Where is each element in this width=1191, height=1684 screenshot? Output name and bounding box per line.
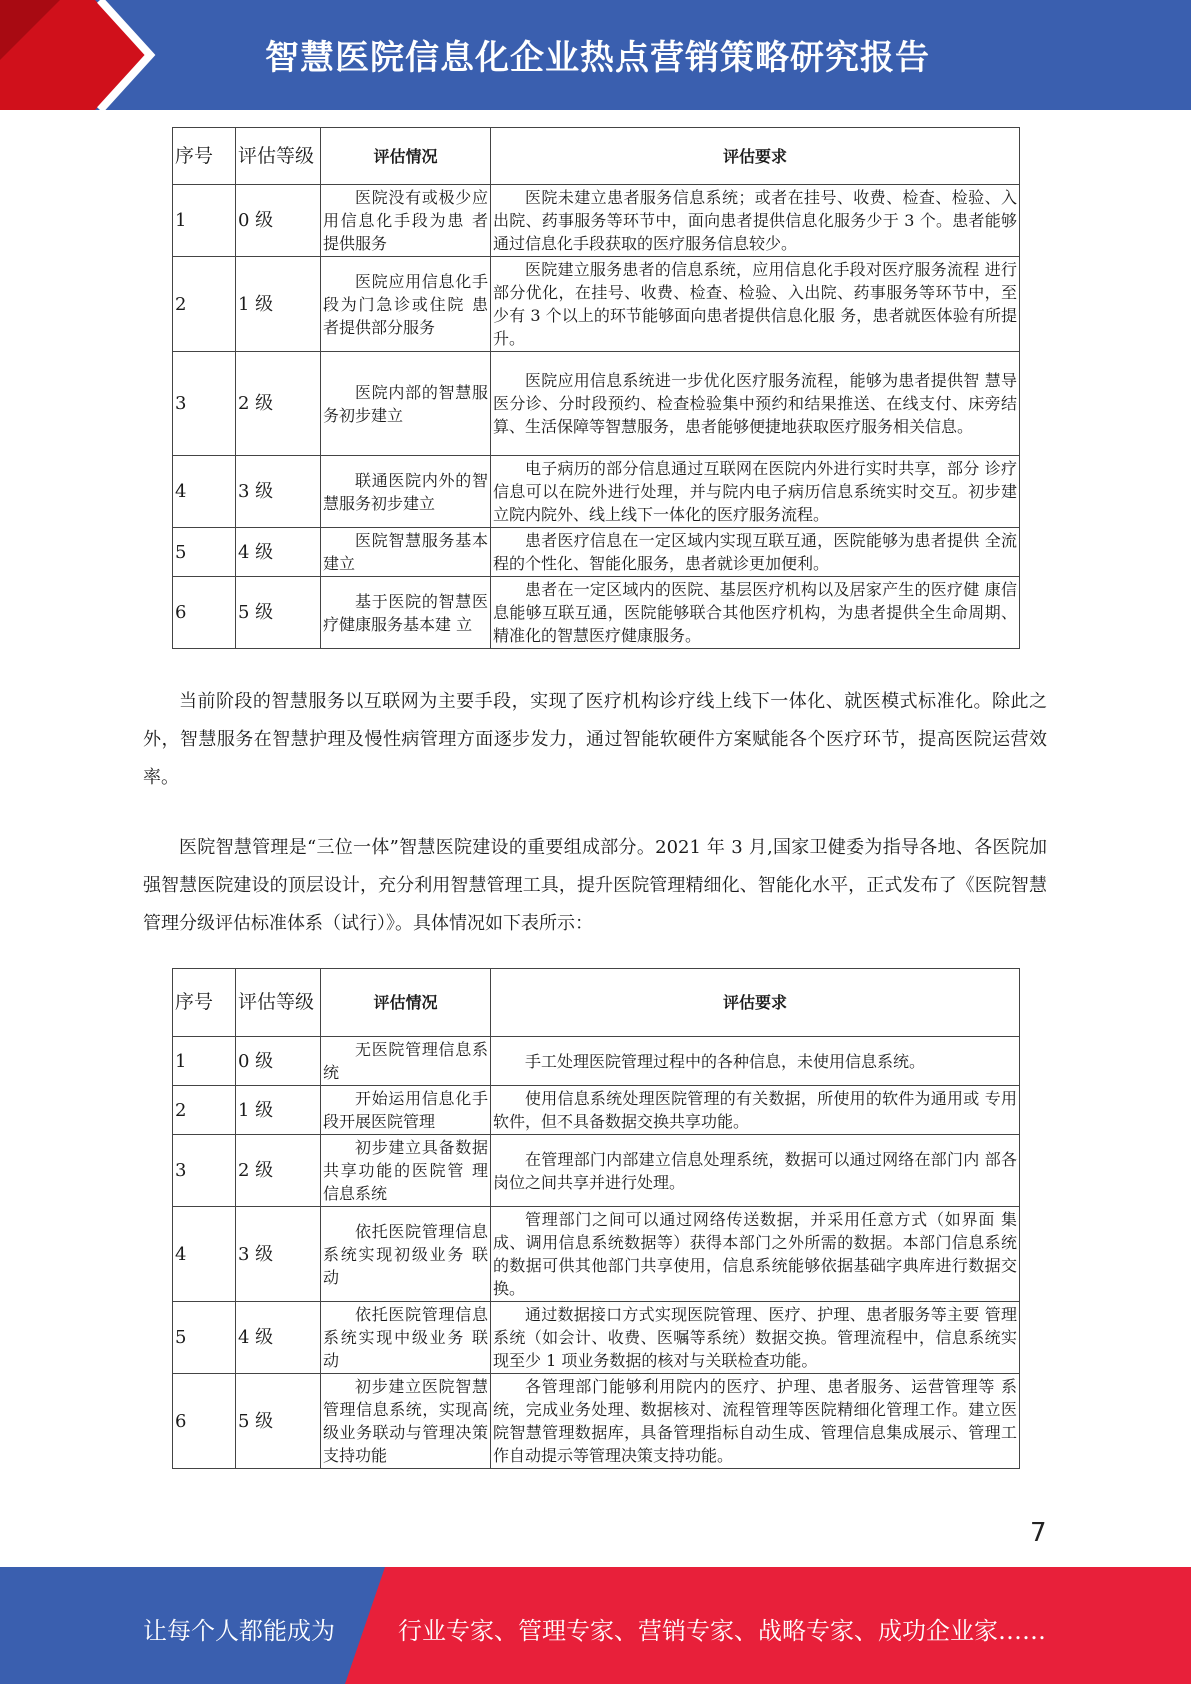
cell-level: 2 级 [236,1135,321,1207]
cell-requirement: 患者医疗信息在一定区域内实现互联互通，医院能够为患者提供 全流程的个性化、智能化服务，患者就诊更加便利。 [491,528,1020,577]
table-row [173,1135,1020,1207]
cell-level: 5 级 [236,1374,321,1469]
cell-requirement: 医院应用信息系统进一步优化医疗服务流程，能够为患者提供智 慧导医分诊、分时段预约、检查检验集中预约和结果推送、在线支付、床旁结算、生活保障等智慧服务，患者能够便捷地获取医疗服务相关信息。 [491,352,1020,456]
table-row [173,185,1020,257]
table-row [173,1302,1020,1374]
cell-status: 依托医院管理信息 系统实现初级业务 联动 [321,1207,491,1302]
table-row [173,1207,1020,1302]
service-assessment-table [172,127,1020,649]
cell-index: 3 [173,352,236,456]
cell-index: 1 [173,1037,236,1086]
header-cell-index: 序号 [173,128,236,185]
cell-index: 1 [173,185,236,257]
footer-slogan-lead: 让每个人都能成为 [143,1617,335,1645]
cell-level: 4 级 [236,1302,321,1374]
cell-status: 医院应用信息化手 段为门急诊或住院 患者提供部分服务 [321,257,491,352]
table-row [173,528,1020,577]
cell-level: 1 级 [236,257,321,352]
table-row [173,352,1020,456]
table-header-row [173,128,1020,185]
page-header [0,0,1191,110]
footer-slogan-roles: 行业专家、管理专家、营销专家、战略专家、成功企业家…… [398,1617,1046,1645]
cell-level: 2 级 [236,352,321,456]
cell-requirement: 通过数据接口方式实现医院管理、医疗、护理、患者服务等主要 管理系统（如会计、收费、医嘱等系统）数据交换。管理流程中，信息系统实现至少 1 项业务数据的核对与关联检查功能。 [491,1302,1020,1374]
table-row [173,456,1020,528]
header-cell-level: 评估等级 [236,969,321,1037]
cell-index: 2 [173,257,236,352]
table-row [173,257,1020,352]
cell-status: 开始运用信息化手 段开展医院管理 [321,1086,491,1135]
cell-status: 基于医院的智慧医 疗健康服务基本建 立 [321,577,491,649]
table-row [173,1086,1020,1135]
header-cell-status: 评估情况 [321,969,491,1037]
header-title: 智慧医院信息化企业热点营销策略研究报告 [265,38,930,78]
cell-level: 5 级 [236,577,321,649]
cell-level: 4 级 [236,528,321,577]
cell-index: 5 [173,528,236,577]
paragraph-smart-service: 当前阶段的智慧服务以互联网为主要手段，实现了医疗机构诊疗线上线下一体化、就医模式标准化。除此之外，智慧服务在智慧护理及慢性病管理方面逐步发力，通过智能软硬件方案赋能各个医疗环节，提高医院运营效率。 [143,691,1047,788]
header-cell-status: 评估情况 [321,128,491,185]
table-header-row [173,969,1020,1037]
cell-status: 初步建立具备数据 共享功能的医院管 理信息系统 [321,1135,491,1207]
cell-level: 3 级 [236,1207,321,1302]
table-row [173,1037,1020,1086]
cell-requirement: 患者在一定区域内的医院、基层医疗机构以及居家产生的医疗健 康信息能够互联互通，医院能够联合其他医疗机构，为患者提供全生命周期、精准化的智慧医疗健康服务。 [491,577,1020,649]
header-cell-requirement: 评估要求 [491,128,1020,185]
cell-status: 初步建立医院智慧 管理信息系统，实现高级业务联动与管理决策支持功能 [321,1374,491,1469]
cell-requirement: 电子病历的部分信息通过互联网在医院内外进行实时共享，部分 诊疗信息可以在院外进行处理，并与院内电子病历信息系统实时交互。初步建立院内院外、线上线下一体化的医疗服务流程。 [491,456,1020,528]
cell-requirement: 在管理部门内部建立信息处理系统，数据可以通过网络在部门内 部各岗位之间共享并进行处理。 [491,1135,1020,1207]
page-footer [0,1567,1191,1684]
cell-index: 4 [173,456,236,528]
cell-level: 0 级 [236,185,321,257]
cell-index: 6 [173,1374,236,1469]
cell-level: 1 级 [236,1086,321,1135]
cell-requirement: 手工处理医院管理过程中的各种信息，未使用信息系统。 [491,1037,1020,1086]
cell-index: 5 [173,1302,236,1374]
cell-requirement: 医院建立服务患者的信息系统，应用信息化手段对医疗服务流程 进行部分优化，在挂号、收费、检查、检验、入出院、药事服务等环节中，至少有 3 个以上的环节能够面向患者提供信息化服 务，患者就医体验有所提升。 [491,257,1020,352]
paragraph-smart-management: 医院智慧管理是“三位一体”智慧医院建设的重要组成部分。2021 年 3 月,国家卫健委为指导各地、各医院加强智慧医院建设的顶层设计，充分利用智慧管理工具，提升医院管理精细化、智能化水平，正式发布了《医院智慧管理分级评估标准体系（试行）》。具体情况如下表所示： [143,837,1047,934]
cell-index: 2 [173,1086,236,1135]
cell-status: 医院智慧服务基本 建立 [321,528,491,577]
cell-requirement: 各管理部门能够利用院内的医疗、护理、患者服务、运营管理等 系统，完成业务处理、数据核对、流程管理等医院精细化管理工作。建立医院智慧管理数据库，具备管理指标自动生成、管理信息集成展示、管理工作自动提示等管理决策支持功能。 [491,1374,1020,1469]
cell-requirement: 使用信息系统处理医院管理的有关数据，所使用的软件为通用或 专用软件，但不具备数据交换共享功能。 [491,1086,1020,1135]
cell-requirement: 管理部门之间可以通过网络传送数据，并采用任意方式（如界面 集成、调用信息系统数据等）获得本部门之外所需的数据。本部门信息系统的数据可供其他部门共享使用，信息系统能够依据基础字典库进行数据交换。 [491,1207,1020,1302]
cell-status: 依托医院管理信息 系统实现中级业务 联动 [321,1302,491,1374]
header-cell-index: 序号 [173,969,236,1037]
cell-status: 医院内部的智慧服 务初步建立 [321,352,491,456]
cell-status: 无医院管理信息系 统 [321,1037,491,1086]
header-cell-requirement: 评估要求 [491,969,1020,1037]
cell-index: 3 [173,1135,236,1207]
page-number: 7 [1030,1518,1047,1548]
cell-level: 0 级 [236,1037,321,1086]
cell-status: 医院没有或极少应 用信息化手段为患 者提供服务 [321,185,491,257]
cell-index: 6 [173,577,236,649]
table-row [173,577,1020,649]
cell-index: 4 [173,1207,236,1302]
header-cell-level: 评估等级 [236,128,321,185]
cell-level: 3 级 [236,456,321,528]
cell-requirement: 医院未建立患者服务信息系统；或者在挂号、收费、检查、检验、入出院、药事服务等环节中，面向患者提供信息化服务少于 3 个。患者能够通过信息化手段获取的医疗服务信息较少。 [491,185,1020,257]
table-row [173,1374,1020,1469]
cell-status: 联通医院内外的智 慧服务初步建立 [321,456,491,528]
management-assessment-table [172,968,1020,1469]
